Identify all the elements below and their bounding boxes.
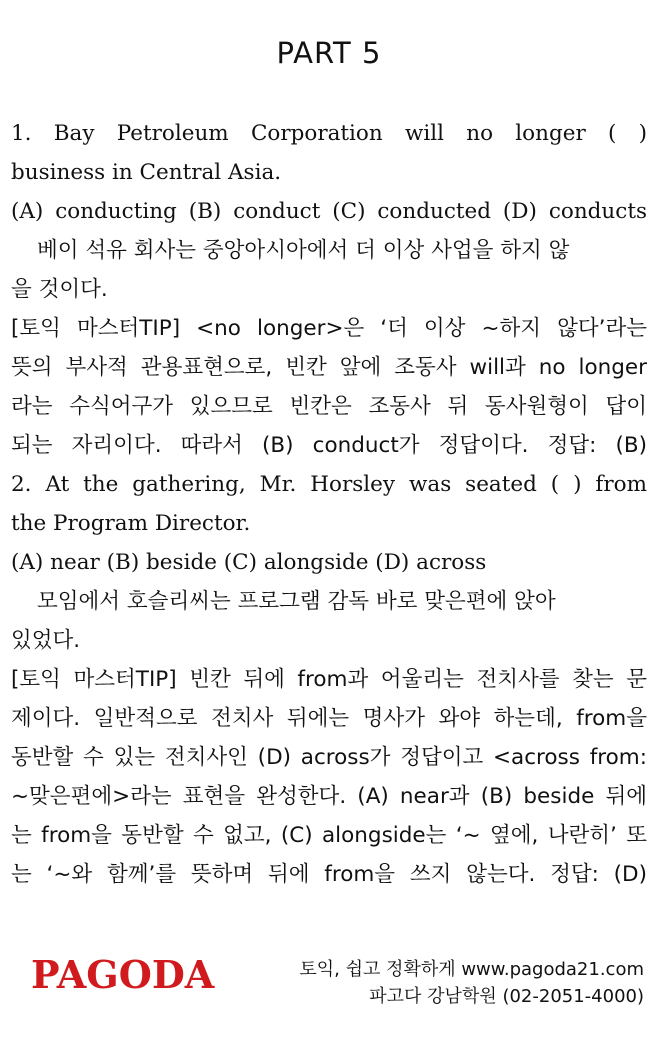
text-line: business in Central Asia. xyxy=(11,160,282,185)
text-line: 뜻의 부사적 관용표현으로, 빈칸 앞에 조동사 will과 no longer xyxy=(11,355,647,380)
text-line: 는 from을 동반할 수 없고, (C) alongside는 ‘~ 옆에, 나란히’ 또 xyxy=(11,823,647,848)
page-title: PART 5 xyxy=(276,36,382,70)
text-line: 제이다. 일반적으로 전치사 뒤에는 명사가 와야 하는데, from을 xyxy=(11,706,647,731)
footer-branch-phone: 파고다 강남학원 (02-2051-4000) xyxy=(369,986,644,1007)
text-line: 있었다. xyxy=(11,628,81,653)
text-line: the Program Director. xyxy=(11,511,251,536)
text-line: [토익 마스터TIP] <no longer>은 ‘더 이상 ~하지 않다’라는 xyxy=(11,316,647,341)
footer-slogan-url: 토익, 쉽고 정확하게 www.pagoda21.com xyxy=(299,959,644,980)
text-line: [토익 마스터TIP] 빈칸 뒤에 from과 어울리는 전치사를 찾는 문 xyxy=(11,667,647,692)
text-line: 동반할 수 있는 전치사인 (D) across가 정답이고 <across from: xyxy=(11,745,647,770)
question-content xyxy=(11,114,647,894)
text-line: 을 것이다. xyxy=(11,277,108,302)
text-line: 1. Bay Petroleum Corporation will no longer ( ) xyxy=(11,121,647,146)
text-line: ~맞은편에>라는 표현을 완성한다. (A) near과 (B) beside 뒤에 xyxy=(11,784,647,809)
text-line: (A) conducting (B) conduct (C) conducted (D) conducts xyxy=(11,199,647,224)
footer xyxy=(0,950,658,1010)
footer-info xyxy=(299,956,644,1010)
text-line: (A) near (B) beside (C) alongside (D) across xyxy=(11,550,487,575)
text-line: 는 ‘~와 함께’를 뜻하며 뒤에 from을 쓰지 않는다. 정답: (D) xyxy=(11,862,647,887)
pagoda-logo: PAGODA xyxy=(31,952,215,997)
text-line: 모임에서 호슬리씨는 프로그램 감독 바로 맞은편에 앉아 xyxy=(37,589,556,614)
text-line: 라는 수식어구가 있으므로 빈칸은 조동사 뒤 동사원형이 답이 xyxy=(11,394,647,419)
text-line: 베이 석유 회사는 중앙아시아에서 더 이상 사업을 하지 않 xyxy=(37,238,570,263)
text-line: 되는 자리이다. 따라서 (B) conduct가 정답이다. 정답: (B) xyxy=(11,433,647,458)
text-line: 2. At the gathering, Mr. Horsley was seated ( ) from xyxy=(11,472,647,497)
